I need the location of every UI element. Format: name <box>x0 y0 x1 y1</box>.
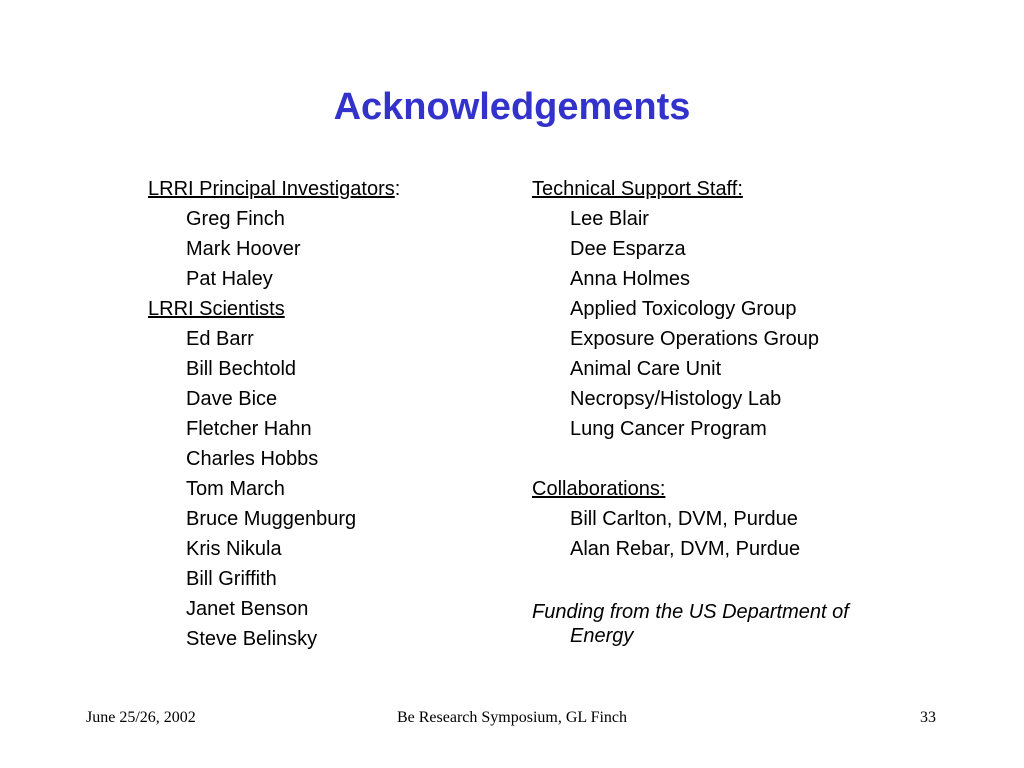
list-item: Bill Bechtold <box>186 358 297 380</box>
pi-heading-row <box>148 174 508 204</box>
right-column <box>532 174 932 648</box>
list-item: Lee Blair <box>570 208 649 230</box>
list-item: Steve Belinsky <box>186 628 318 650</box>
list-item: Fletcher Hahn <box>186 418 312 440</box>
footer-date: June 25/26, 2002 <box>86 709 196 726</box>
list-item: Necropsy/Histology Lab <box>570 388 782 410</box>
list-item: Ed Barr <box>186 328 254 350</box>
list-item: Exposure Operations Group <box>570 328 820 350</box>
list-item: Janet Benson <box>186 598 309 620</box>
list-item: Dee Esparza <box>570 238 686 260</box>
funding-note <box>532 600 932 648</box>
list-item: Kris Nikula <box>186 538 282 560</box>
list-item: Alan Rebar, DVM, Purdue <box>570 538 801 560</box>
footer-event: Be Research Symposium, GL Finch <box>396 709 628 726</box>
list-item: Greg Finch <box>186 208 285 230</box>
pi-heading-colon: : <box>394 178 401 200</box>
spacer <box>532 444 932 474</box>
scientists-heading: LRRI Scientists <box>148 298 285 320</box>
scientists-heading-row <box>148 294 508 324</box>
list-item: Anna Holmes <box>570 268 691 290</box>
list-item: Animal Care Unit <box>570 358 722 380</box>
support-heading: Technical Support Staff: <box>532 178 743 200</box>
list-item: Bill Griffith <box>186 568 277 590</box>
funding-line-1: Funding from the US Department of <box>532 601 849 623</box>
list-item: Mark Hoover <box>186 238 301 260</box>
list-item: Applied Toxicology Group <box>570 298 797 320</box>
pi-heading: LRRI Principal Investigators <box>148 178 395 200</box>
list-item: Bruce Muggenburg <box>186 508 357 530</box>
collab-heading-row <box>532 474 932 504</box>
list-item: Pat Haley <box>186 268 273 290</box>
support-heading-row <box>532 174 932 204</box>
list-item: Lung Cancer Program <box>570 418 767 440</box>
left-column <box>148 174 508 654</box>
slide-title: Acknowledgements <box>333 86 691 128</box>
list-item: Bill Carlton, DVM, Purdue <box>570 508 798 530</box>
list-item: Tom March <box>186 478 285 500</box>
list-item: Charles Hobbs <box>186 448 319 470</box>
collab-heading: Collaborations: <box>532 478 666 500</box>
spacer <box>532 564 932 594</box>
funding-line-2: Energy <box>570 625 634 647</box>
list-item: Dave Bice <box>186 388 278 410</box>
footer-page-number: 33 <box>920 709 936 726</box>
